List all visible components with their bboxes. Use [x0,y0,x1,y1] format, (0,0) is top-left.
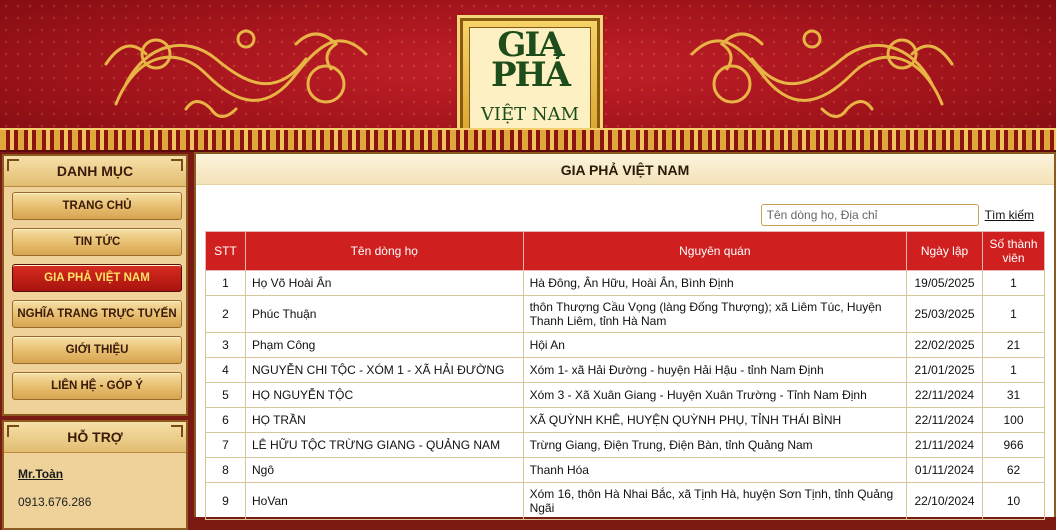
cell-origin: Trừng Giang, Điện Trung, Điện Bàn, tỉnh Quảng Nam [523,433,906,458]
page-title: GIA PHẢ VIỆT NAM [196,154,1054,185]
cell-family-name[interactable]: HoVan [245,483,523,520]
cell-created-date: 22/11/2024 [907,383,983,408]
corner-ornament-icon [7,159,19,171]
cell-member-count: 21 [983,333,1045,358]
support-phone: 0913.676.286 [18,495,92,509]
cell-family-name[interactable]: LÊ HỮU TỘC TRỪNG GIANG - QUẢNG NAM [245,433,523,458]
cell-stt: 3 [206,333,246,358]
header-banner [0,0,1056,152]
table-row[interactable] [206,271,1045,296]
sidebar-item-home[interactable]: TRANG CHỦ [12,192,182,220]
cell-member-count: 100 [983,408,1045,433]
cell-member-count: 62 [983,458,1045,483]
cell-origin: Thanh Hóa [523,458,906,483]
banner-border [0,128,1056,152]
table-header-row [206,232,1045,271]
main-content [194,152,1056,517]
logo-line3: VIỆT NAM [480,104,580,125]
cell-origin: thôn Thượng Cầu Vọng (làng Đống Thượng); xã Liêm Túc, Huyện Thanh Liêm, tỉnh Hà Nam [523,296,906,333]
menu-panel [2,154,188,416]
cell-stt: 8 [206,458,246,483]
cell-origin: Xóm 3 - Xã Xuân Giang - Huyện Xuân Trường - Tỉnh Nam Định [523,383,906,408]
table-row[interactable] [206,333,1045,358]
cell-family-name[interactable]: Họ Võ Hoài Ân [245,271,523,296]
cell-created-date: 19/05/2025 [907,271,983,296]
support-title: HỖ TRỢ [4,422,186,453]
logo-line2: PHẢ [490,55,570,95]
main-frame [196,154,1054,517]
cell-stt: 2 [206,296,246,333]
cell-stt: 1 [206,271,246,296]
cell-created-date: 25/03/2025 [907,296,983,333]
support-panel [2,420,188,530]
cell-created-date: 22/11/2024 [907,408,983,433]
cell-family-name[interactable]: Phạm Công [245,333,523,358]
cell-stt: 7 [206,433,246,458]
cell-member-count: 966 [983,433,1045,458]
cell-created-date: 22/02/2025 [907,333,983,358]
cell-family-name[interactable]: HỌ TRẦN [245,408,523,433]
sidebar-item-gia-pha[interactable]: GIA PHẢ VIỆT NAM [12,264,182,292]
cell-family-name[interactable]: Phúc Thuận [245,296,523,333]
cell-stt: 4 [206,358,246,383]
sidebar [0,152,192,517]
cell-origin: Xóm 16, thôn Hà Nhai Bắc, xã Tịnh Hà, huyện Sơn Tịnh, tỉnh Quảng Ngãi [523,483,906,520]
table-row[interactable] [206,408,1045,433]
sidebar-item-about[interactable]: GIỚI THIỆU [12,336,182,364]
table-row[interactable] [206,383,1045,408]
search-button[interactable]: Tìm kiếm [984,208,1034,222]
cell-origin: Hội An [523,333,906,358]
menu-title: DANH MỤC [4,156,186,187]
dragon-right-icon [672,14,962,130]
cell-created-date: 21/01/2025 [907,358,983,383]
cell-member-count: 1 [983,358,1045,383]
support-body [4,453,186,519]
column-header: Số thành viên [983,232,1045,271]
sidebar-item-cemetery[interactable]: NGHĨA TRANG TRỰC TUYẾN [12,300,182,328]
cell-member-count: 31 [983,383,1045,408]
cell-origin: Xóm 1- xã Hải Đường - huyện Hải Hậu - tỉnh Nam Định [523,358,906,383]
cell-family-name[interactable]: HỌ NGUYỄN TỘC [245,383,523,408]
cell-member-count: 1 [983,296,1045,333]
table-row[interactable] [206,358,1045,383]
column-header: Tên dòng họ [245,232,523,271]
table-row[interactable] [206,433,1045,458]
family-table [205,231,1045,520]
cell-created-date: 01/11/2024 [907,458,983,483]
cell-stt: 9 [206,483,246,520]
cell-member-count: 10 [983,483,1045,520]
search-row [761,204,1034,226]
column-header: Ngày lập [907,232,983,271]
support-name[interactable]: Mr.Toàn [18,467,64,481]
sidebar-item-contact[interactable]: LIÊN HỆ - GÓP Ý [12,372,182,400]
cell-member-count: 1 [983,271,1045,296]
table-row[interactable] [206,483,1045,520]
search-input[interactable] [761,204,979,226]
column-header: Nguyên quán [523,232,906,271]
cell-created-date: 22/10/2024 [907,483,983,520]
site-logo[interactable] [460,18,600,144]
table-row[interactable] [206,458,1045,483]
cell-stt: 6 [206,408,246,433]
corner-ornament-icon [7,425,19,437]
sidebar-item-news[interactable]: TIN TỨC [12,228,182,256]
cell-family-name[interactable]: NGUYỄN CHI TỘC - XÓM 1 - XÃ HẢI ĐƯỜNG [245,358,523,383]
cell-stt: 5 [206,383,246,408]
corner-ornament-icon [171,159,183,171]
dragon-left-icon [96,14,386,130]
cell-created-date: 21/11/2024 [907,433,983,458]
column-header: STT [206,232,246,271]
cell-origin: Hà Đông, Ân Hữu, Hoài Ân, Bình Định [523,271,906,296]
corner-ornament-icon [171,425,183,437]
cell-origin: XÃ QUỲNH KHÊ, HUYỆN QUỲNH PHỤ, TỈNH THÁI BÌNH [523,408,906,433]
logo-line1: GIA [497,25,563,65]
table-row[interactable] [206,296,1045,333]
cell-family-name[interactable]: Ngô [245,458,523,483]
